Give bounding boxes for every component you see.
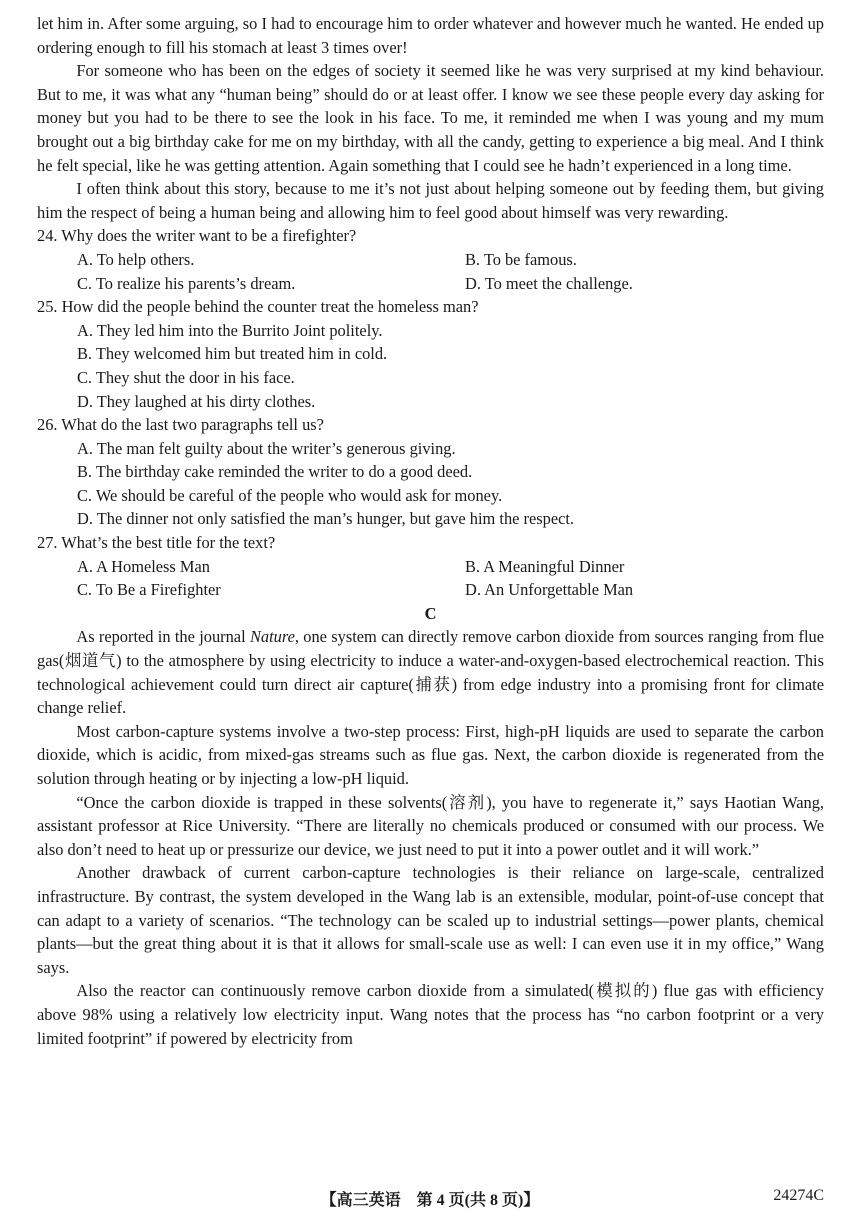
option-b: B. They welcomed him but treated him in cold. [77,344,388,364]
option-a: A. They led him into the Burrito Joint politely. [77,320,383,340]
option-a: A. To help others. [77,249,195,269]
option-c: C. To realize his parents’s dream. [77,273,296,293]
question-27 [37,531,824,602]
section-heading-c: C [424,603,437,623]
journal-name: Nature [249,627,295,647]
section-c-paragraph-4: Another drawback of current carbon-capture technologies is their reliance on large-scale, centralized infrastructure. By contrast, the system developed in the Wang lab is an extensible, modular, point-of-use concept that can adapt to a variety of scenarios. “The technology can be scaled up to industrial settings—power plants, chemical plants—but the great thing about it is that it allows for small-scale use as well: I can even use it in my office,” Wang says. [37,863,824,977]
exam-page [37,12,824,1050]
question-25 [37,295,824,413]
option-d: D. An Unforgettable Man [465,580,634,600]
question-stem: 25. How did the people behind the counter treat the homeless man? [37,297,479,317]
options-grid [37,555,824,602]
page-footer [0,1187,860,1213]
option-b: B. To be famous. [465,249,577,269]
intro-paragraph-3: I often think about this story, because to me it’s not just about helping someone out by feeding them, but giving him the respect of being a human being and allowing him to feel good about himself was very rewarding. [37,179,824,222]
section-c-paragraph-3: “Once the carbon dioxide is trapped in these solvents(溶剂), you have to regenerate it,” says Haotian Wang, assistant professor at Rice University. “There are literally no chemicals produced or consumed with our process. We also don’t need to heat up or pressurize our device, we just need to put it into a power outlet and it will work.” [37,792,824,859]
paragraph-text: As reported in the journal [76,627,250,647]
section-c-paragraph-1 [37,625,824,719]
option-c: C. We should be careful of the people who would ask for money. [77,485,503,505]
option-d: D. They laughed at his dirty clothes. [77,391,316,411]
option-c: C. They shut the door in his face. [77,367,295,387]
question-24 [37,224,824,295]
intro-paragraph-2: For someone who has been on the edges of society it seemed like he was very surprised at my kind behaviour. But to me, it was what any “human being” should do or at least offer. I know we see these people every day asking for money but you had to be there to see the look in his face. To me, it reminded me when I was young and my mum brought out a big birthday cake for me on my birthday, with all the candy, getting to experience a big meal. And I think he felt special, like he was getting attention. Again something that I could see he hadn’t experienced in a long time. [37,61,824,175]
question-stem: 26. What do the last two paragraphs tell us? [37,415,324,435]
section-c-paragraph-2: Most carbon-capture systems involve a two-step process: First, high-pH liquids are used to separate the carbon dioxide, which is acidic, from mixed-gas streams such as flue gas. Next, the carbon dioxide is regenerated from the solution through heating or by injecting a low-pH liquid. [37,721,824,788]
exam-code: 24274C [773,1187,824,1204]
option-d: D. To meet the challenge. [465,273,633,293]
option-a: A. The man felt guilty about the writer’s generous giving. [77,438,456,458]
option-a: A. A Homeless Man [77,556,210,576]
options-grid [37,248,824,295]
option-d: D. The dinner not only satisfied the man’s hunger, but gave him the respect. [77,509,575,529]
option-b: B. The birthday cake reminded the writer to do a good deed. [77,462,473,482]
option-c: C. To Be a Firefighter [77,580,221,600]
intro-paragraph-1: let him in. After some arguing, so I had to encourage him to order whatever and however much he wanted. He ended up ordering enough to fill his stomach at least 3 times over! [37,14,824,57]
section-c-paragraph-5: Also the reactor can continuously remove carbon dioxide from a simulated(模拟的) flue gas with efficiency above 98% using a relatively low electricity input. Wang notes that the process has “no carbon footprint or a very limited footprint” if powered by electricity from [37,981,824,1048]
option-b: B. A Meaningful Dinner [465,556,625,576]
question-26 [37,413,824,531]
question-stem: 27. What’s the best title for the text? [37,533,276,553]
page-number-label: 【高三英语 第 4 页(共 8 页)】 [320,1192,540,1209]
question-stem: 24. Why does the writer want to be a firefighter? [37,226,357,246]
paragraph-text: , one system can directly remove carbon dioxide from sources ranging from flue gas(烟道气) to the atmosphere by using electricity to induce a water-and-oxygen-based electrochemical reaction. This technological achievement could turn direct air capture(捕获) from edge industry into a promising front for climate change relief. [37,627,825,718]
